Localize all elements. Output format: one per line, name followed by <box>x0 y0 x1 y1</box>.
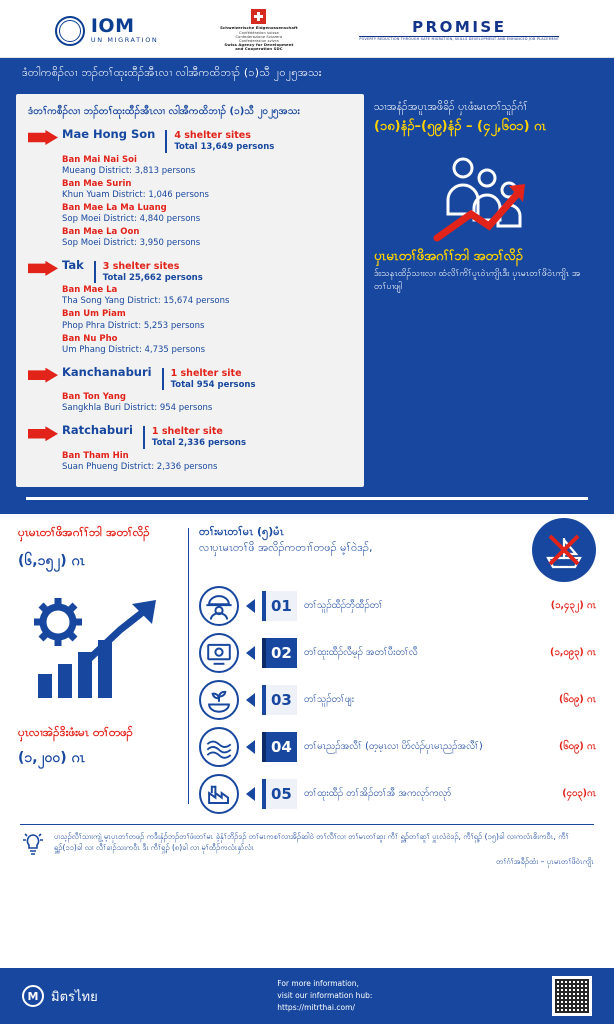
plant-hand-icon <box>199 680 239 720</box>
sdc-line5: Swiss Agency for Development <box>224 42 294 47</box>
province-total: Total 13,649 persons <box>165 142 274 153</box>
camp-name: Ban Ton Yang <box>62 392 126 403</box>
camp-item <box>62 334 354 356</box>
iom-name: IOM <box>90 15 135 38</box>
workforce-demand-body: ဒ်းသနၤထိၣ်သၢးလၢ ထံလိၢ်ကိၢ်ပူၤဝဲၤကျိၤဒီး ပှၤမၤတၢ်ဖိဝဲၤကျိၤ အတၢ်ပၢဖျါ <box>374 269 581 293</box>
camp-name: Ban Mai Nai Soi <box>62 154 137 165</box>
swiss-flag-icon <box>251 9 266 24</box>
footnote-source: တၢ်ဂံၢ်အခီၣ်ထံး – ပှၤမၤတၢ်ဖိဝဲၤကျိၤ <box>495 857 594 867</box>
no-boat-badge <box>532 518 596 582</box>
camp-item <box>62 155 354 177</box>
province-total: Total 2,336 persons <box>143 438 246 449</box>
main-blue-section <box>0 90 614 514</box>
province-total: Total 954 persons <box>162 380 256 391</box>
top-jobs-title-line2: လၢပှၤမၤတၢ်ဖိ အလိၣ်ကတၢၢ်တဖၣ် မ့ၢ်ဝဲဒၣ်, <box>199 541 373 555</box>
promise-name: PROMISE <box>412 17 507 36</box>
gear-bar-chart-icon <box>24 586 174 706</box>
pointer-icon <box>246 787 255 801</box>
lightbulb-icon <box>20 831 46 861</box>
camp-detail: Khun Yuam District: 1,046 persons <box>62 189 209 200</box>
iom-logo <box>55 16 159 46</box>
sdc-logo <box>220 9 298 51</box>
province-sites: 4 shelter sites <box>165 130 274 142</box>
construction-worker-icon <box>199 586 239 626</box>
camp-item <box>62 179 354 201</box>
shelter-data-card <box>16 94 364 487</box>
camp-item <box>62 285 354 307</box>
job-label: တၢ်ထုးထီၣ် တၢ်အိၣ်တၢ်အီ အကလုာ်ကလုာ် <box>303 787 452 799</box>
pointer-icon <box>246 599 255 613</box>
rank-number: 03 <box>262 685 297 715</box>
rank-number: 04 <box>262 732 297 762</box>
job-value: (၁,၄၃၂) ဂၤ <box>550 599 596 611</box>
job-seekers-heading: ပှၤလၢအဲၣ်ဒိးဖံးမၤ တၢ်တဖၣ် <box>18 724 134 739</box>
job-seekers-number: (၁,၂၀၀) ဂၤ <box>18 750 85 767</box>
footnote-text: ပၢသ့ၣ်လီၢ်သၢးကျဲ့ မ့ၤပှၤတၢ်တဖၣ် ကဒီးနှံၣ်ဘၣ်တၢ်ဖံးတၢ်မၤ ခဲ့နှံၢ်ဘိၣ်ဒၣ် တၢ်မၤကစၢ်လၢအိၣ်ဆါဝဲ တၢ်လီၢ်လၢ တၢ်မၤတၢ်ဆူး ကီၢ် ရှူ့ၣ်တၢ်ဆူၢ် ပှူၤလံဝဲဒၣ်, ကီၢ်ရှ့ၣ် (၁၅)ခါ လၢကလံၤစိးကဝီၤ, ကီၢ်ရှူ့ၣ်(၁၁)ခါ လၢ လီၢ်ခၢၣ်သးကဝီၤ ဒီး ကီၢ်ရှ့ၣ် (၈)ခါ လၢ မုၢ်ထီၣ်ကလံၤနှာ်လံၤ <box>54 831 569 853</box>
camp-name: Ban Nu Pho <box>62 333 118 344</box>
more-info-line2: visit our information hub: <box>277 991 373 1000</box>
province-sites: 1 shelter site <box>162 368 256 380</box>
job-label: တၢ်မၤညၣ်အလီၢ် (တ့မ့ၤလၢ ပိာ်လံၣ်ပှၤမၤညၣ်အလီၢ်) <box>303 740 483 752</box>
province-block <box>28 127 354 249</box>
job-value: (၆၀၉) ဂၤ <box>558 693 596 705</box>
qr-code[interactable] <box>552 976 592 1016</box>
iom-subtitle: UN MIGRATION <box>90 36 159 45</box>
factory-icon <box>199 774 239 814</box>
province-sites: 1 shelter site <box>143 426 246 438</box>
job-value: (၁,၀၉၃) ဂၤ <box>550 646 596 658</box>
promise-logo <box>359 19 559 42</box>
logo-bar <box>0 0 614 58</box>
card-heading: ဒံတၢ်ကစီၣ်လၢ ဘၣ်တၢ်ထုးထီၣ်အီၤလၢ လါအီကထိဘၢၣ် (၁)သီ ၂၀၂၅အသး <box>28 106 300 117</box>
camp-item <box>62 451 354 473</box>
list-item <box>199 586 596 626</box>
sdc-line6: and Cooperation SDC <box>235 46 283 52</box>
fishing-net-icon <box>199 727 239 767</box>
province-name: Mae Hong Son <box>62 127 156 141</box>
lower-section <box>0 514 614 868</box>
camp-item <box>62 227 354 249</box>
camp-detail: Sop Moei District: 4,840 persons <box>62 213 201 224</box>
section-divider <box>26 497 588 500</box>
computer-gear-icon <box>199 633 239 673</box>
job-label: တၢ်သူၣ်ထီၣ်ဘှီထီၣ်တၢ် <box>303 599 383 611</box>
camp-detail: Sop Moei District: 3,950 persons <box>62 237 201 248</box>
labour-demand-heading: ပှၤမၤတၢ်ဖိအဂၢ်ၢ်ဘါ အတၢ်လိၣ် <box>18 524 150 539</box>
working-age-title: သၢအနံၣ်အပူၤအဖိခိၣ် ပှၤဖံးမၤတၢ်သူၣ်ဂံၢ် <box>374 101 528 113</box>
list-item <box>199 633 596 673</box>
pointer-icon <box>246 693 255 707</box>
footer-bar <box>0 968 614 1024</box>
rank-number: 05 <box>262 779 297 809</box>
camp-name: Ban Um Piam <box>62 309 126 320</box>
arrow-icon <box>28 261 62 277</box>
camp-detail: Um Phang District: 4,735 persons <box>62 344 206 355</box>
pointer-icon <box>246 646 255 660</box>
vertical-divider <box>188 528 189 804</box>
workforce-demand-heading: ပှၤမၤတၢ်ဖိအဂၢ်ၢ်ဘါ အတၢ်လိၣ် <box>374 248 523 264</box>
top-jobs-title-line1: တၢ်းမၤတၢ်မၤ (၅)မံၤ <box>199 524 284 538</box>
province-block <box>28 423 354 473</box>
people-growth-icon <box>423 152 543 244</box>
province-name: Kanchanaburi <box>62 364 152 379</box>
camp-name: Ban Mae La Oon <box>62 226 140 237</box>
job-label: တၢ်ထုးထီၣ်လီမ့ၣ် အတၢ်ပီးတၢ်လီ <box>303 646 418 658</box>
more-info-text <box>277 978 372 1014</box>
camp-detail: Sangkhla Buri District: 954 persons <box>62 403 213 414</box>
province-name: Ratchaburi <box>62 423 133 438</box>
arrow-icon <box>28 130 62 146</box>
list-item <box>199 727 596 767</box>
job-value: (၄၀၃)ဂၤ <box>562 787 596 799</box>
camp-detail: Suan Phueng District: 2,336 persons <box>62 461 218 472</box>
list-item <box>199 680 596 720</box>
province-total: Total 25,662 persons <box>94 273 203 284</box>
mitrthai-logo <box>22 985 98 1007</box>
rank-number: 01 <box>262 591 297 621</box>
camp-name: Ban Mae La <box>62 285 118 296</box>
camp-item <box>62 392 354 414</box>
arrow-icon <box>28 426 62 442</box>
province-sites: 3 shelter sites <box>94 261 203 273</box>
province-block <box>28 365 354 415</box>
mitrthai-mark-icon: M <box>22 985 44 1007</box>
camp-detail: Mueang District: 3,813 persons <box>62 165 196 176</box>
camp-detail: Tha Song Yang District: 15,674 persons <box>62 296 230 307</box>
footnote <box>20 824 594 868</box>
camp-item <box>62 309 354 331</box>
job-value: (၆၀၉) ဂၤ <box>558 740 596 752</box>
arrow-icon <box>28 368 62 384</box>
camp-name: Ban Tham Hin <box>62 450 129 461</box>
sdc-line2: Confédération suisse <box>239 30 279 35</box>
rank-number: 02 <box>262 638 297 668</box>
iom-globe-icon <box>55 16 85 46</box>
info-hub-link[interactable]: https://mitrthai.com/ <box>277 1003 355 1012</box>
more-info-line1: For more information, <box>277 979 359 988</box>
working-age-panel <box>368 94 598 487</box>
sdc-line4: Confederaziun svizra <box>239 38 279 43</box>
camp-name: Ban Mae La Ma Luang <box>62 202 167 213</box>
job-label: တၢ်သူၣ်တၢ်ဖျး <box>303 693 355 705</box>
page-title: ဒံတါကစိၣ်လၢ ဘၣ်တၢ်ထုးထီၣ်အီၤလၢ လါအီကထိဘၢၣ် (၁)သီ ၂၀၂၅အသး <box>0 58 614 90</box>
camp-detail: Phop Phra District: 5,253 persons <box>62 320 205 331</box>
pointer-icon <box>246 740 255 754</box>
promise-subtitle: POVERTY REDUCTION THROUGH SAFE MIGRATION, SKILLS DEVELOPMENT AND ENHANCED JOB PLACEMENT <box>359 37 560 42</box>
working-age-number: (၁၈)နံၣ်–(၅၉)နံၣ် – (၄၂,၆၀၁) ဂၤ <box>374 118 547 134</box>
list-item <box>199 774 596 814</box>
camp-name: Ban Mae Surin <box>62 178 132 189</box>
mitrthai-name: มิตรไทย <box>51 989 98 1005</box>
province-name: Tak <box>62 257 84 272</box>
camp-item <box>62 203 354 225</box>
labour-demand-number: (၆,၁၅၂) ဂၤ <box>18 552 85 569</box>
left-stats-panel <box>18 524 188 814</box>
sdc-line1: Schweizerische Eidgenossenschaft <box>220 25 298 31</box>
province-block <box>28 258 354 356</box>
sdc-line3: Confederazione Svizzera <box>235 34 283 39</box>
